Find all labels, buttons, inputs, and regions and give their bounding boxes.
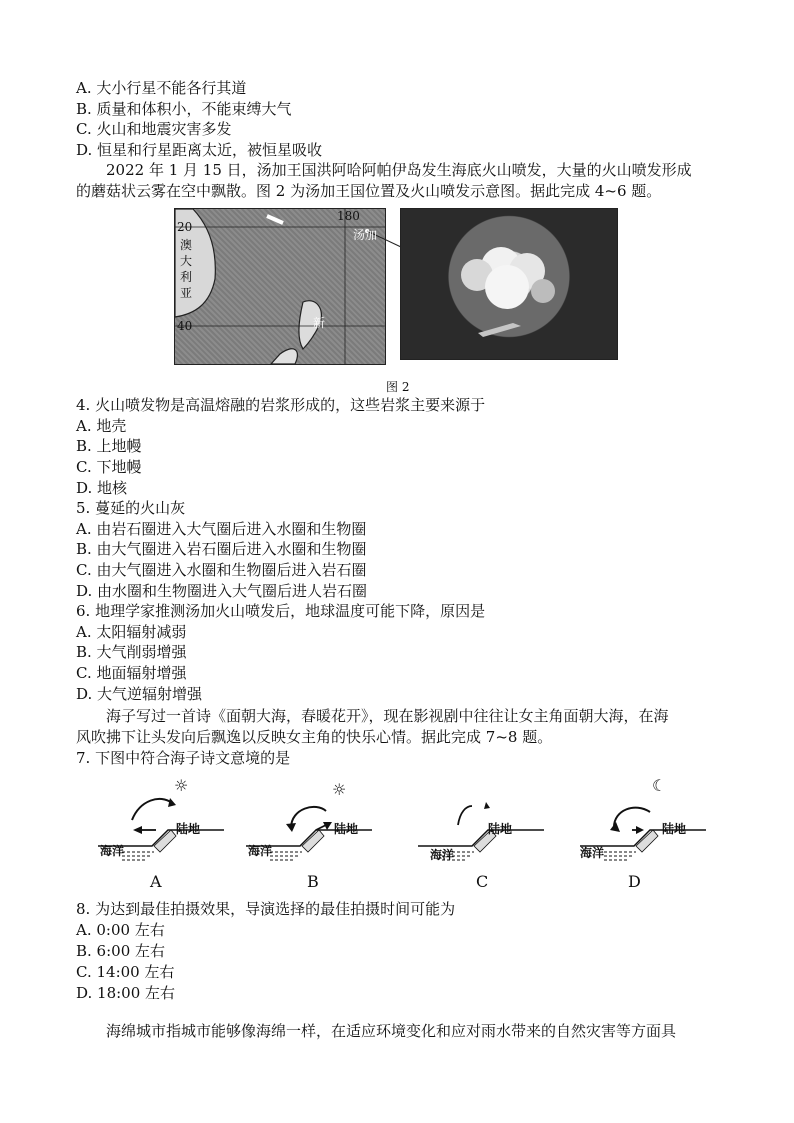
option-b: B. 质量和体积小，不能束缚大气	[76, 100, 292, 118]
question-5-option-a: A. 由岩石圈进入大气圈后进入水圈和生物圈	[76, 520, 367, 538]
australia-char-1: 澳	[180, 238, 193, 252]
sun-icon: ☼	[174, 776, 189, 795]
ocean-label: 海洋	[430, 848, 455, 862]
diagram-a	[98, 772, 228, 894]
south-island	[271, 349, 297, 364]
land-label: 陆地	[488, 822, 513, 836]
poem-paragraph-line2: 风吹拂下让头发向后飘逸以反映女主角的快乐心情。据此完成 7~8 题。	[76, 728, 553, 746]
smoke-trail	[478, 323, 521, 337]
figure-caption: 图 2	[386, 380, 410, 394]
land-label: 陆地	[176, 822, 201, 836]
australia-char-3: 利	[180, 270, 193, 284]
tonga-label: 汤加	[353, 228, 378, 242]
option-a: A. 大小行星不能各行其道	[76, 79, 247, 97]
land-label: 陆地	[662, 822, 687, 836]
poem-paragraph-line1: 海子写过一首诗《面朝大海，春暖花开》，现在影视剧中往往让女主角面朝大海，在海	[106, 707, 669, 725]
question-7: 7. 下图中符合海子诗文意境的是	[76, 749, 291, 767]
new-zealand-label: 新	[313, 316, 326, 330]
question-4-option-a: A. 地壳	[76, 417, 127, 435]
question-5-option-c: C. 由大气圈进入水圈和生物圈后进入岩石圈	[76, 561, 367, 579]
diagram-letter: B	[307, 872, 319, 891]
diagram-c	[418, 772, 548, 894]
diagram-b	[246, 772, 376, 894]
question-6-option-d: D. 大气逆辐射增强	[76, 685, 203, 703]
diagram-letter: C	[476, 872, 489, 891]
question-5-option-b: B. 由大气圈进入岩石圈后进入水圈和生物圈	[76, 540, 367, 558]
australia-char-2: 大	[180, 254, 193, 268]
question-6: 6. 地理学家推测汤加火山喷发后，地球温度可能下降，原因是	[76, 602, 486, 620]
question-4-option-d: D. 地核	[76, 479, 128, 497]
intro-paragraph-line2: 的蘑菇状云雾在空中飘散。图 2 为汤加王国位置及火山喷发示意图。据此完成 4~6 题。	[76, 182, 662, 200]
ocean-label: 海洋	[580, 846, 605, 860]
moon-icon: ☾	[652, 776, 667, 795]
diagram-letter: D	[628, 872, 641, 891]
question-8: 8. 为达到最佳拍摄效果，导演选择的最佳拍摄时间可能为	[76, 900, 456, 918]
question-4: 4. 火山喷发物是高温熔融的岩浆形成的，这些岩浆主要来源于	[76, 396, 486, 414]
sponge-city-paragraph: 海绵城市指城市能够像海绵一样，在适应环境变化和应对雨水带来的自然灾害等方面具	[106, 1022, 677, 1040]
option-d: D. 恒星和行星距离太近，被恒星吸收	[76, 141, 323, 159]
question-4-option-c: C. 下地幔	[76, 458, 142, 476]
diagram-d	[580, 772, 710, 894]
volcano-eruption-photo	[353, 208, 618, 360]
question-6-option-a: A. 太阳辐射减弱	[76, 623, 187, 641]
diagram-letter: A	[150, 872, 162, 891]
question-6-option-b: B. 大气削弱增强	[76, 643, 187, 661]
question-6-option-c: C. 地面辐射增强	[76, 664, 187, 682]
lat-40-label: 40	[177, 319, 193, 333]
lon-180-label: 180	[337, 209, 360, 223]
question-4-option-b: B. 上地幔	[76, 437, 142, 455]
option-c: C. 火山和地震灾害多发	[76, 120, 232, 138]
australia-char-4: 亚	[180, 286, 193, 300]
sun-icon: ☼	[332, 780, 347, 799]
question-8-option-c: C. 14:00 左右	[76, 963, 175, 981]
land-label: 陆地	[334, 822, 359, 836]
question-8-option-d: D. 18:00 左右	[76, 984, 176, 1002]
eruption-cloud	[401, 209, 617, 359]
question-8-option-b: B. 6:00 左右	[76, 942, 166, 960]
ocean-label: 海洋	[100, 844, 125, 858]
lat-20-label: 20	[177, 220, 193, 234]
ocean-label: 海洋	[248, 844, 273, 858]
intro-paragraph-line1: 2022 年 1 月 15 日，汤加王国洪阿哈阿帕伊岛发生海底火山喷发，大量的火山喷发形成	[106, 161, 692, 179]
island-mark	[267, 216, 283, 223]
question-8-option-a: A. 0:00 左右	[76, 921, 165, 939]
question-5: 5. 蔓延的火山灰	[76, 499, 186, 517]
land-sea-breeze-diagrams	[98, 772, 718, 894]
question-5-option-d: D. 由水圈和生物圈进入大气圈后进人岩石圈	[76, 582, 368, 600]
